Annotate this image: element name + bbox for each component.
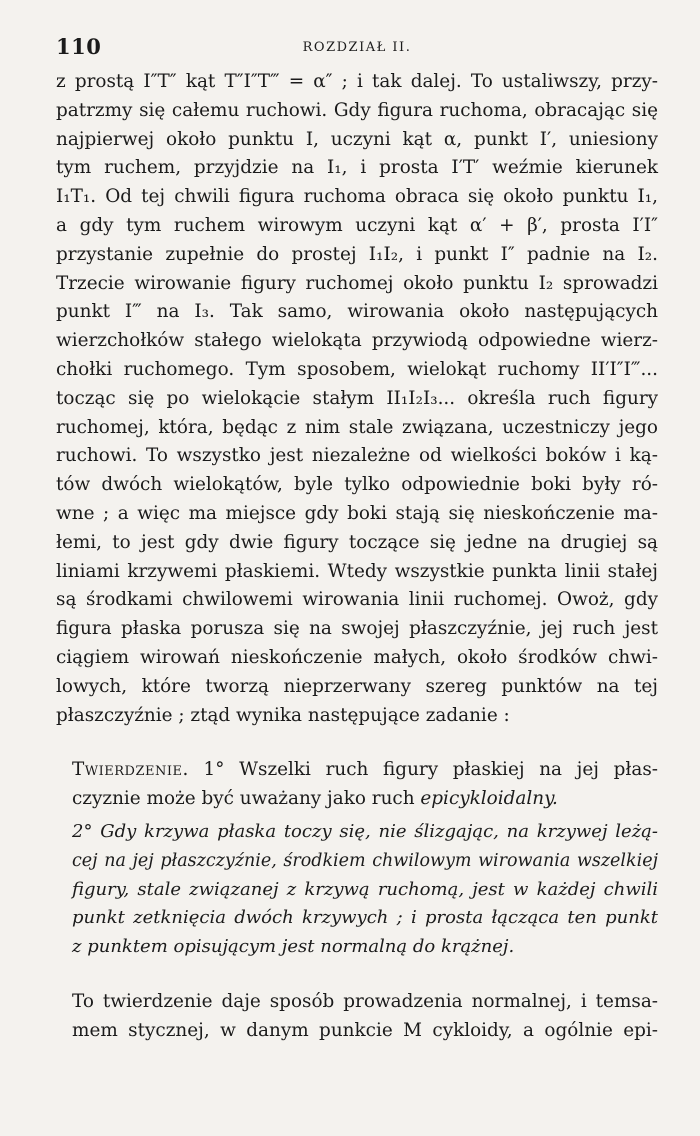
theorem-part2-paragraph xyxy=(56,818,658,962)
text-line: ruchomej, która, będąc z nim stale związana, uczestniczy jego xyxy=(56,416,658,438)
text-line: z prostą I″T″ kąt T″I″T‴ = α″ ; i tak dalej. To ustaliwszy, przy- xyxy=(56,71,658,92)
text-line: To twierdzenie daje sposób prowadzenia normalnej, i temsa- xyxy=(72,990,658,1012)
page-header xyxy=(56,32,658,66)
theorem-label: Twierdzenie. xyxy=(72,759,189,781)
text-line: punkt zetknięcia dwóch krzywych ; i prosta łącząca ten punkt xyxy=(72,907,658,929)
theorem-paragraph xyxy=(56,756,658,814)
text-line: są środkami chwilowemi wirowania linii ruchomej. Owoż, gdy xyxy=(56,589,658,611)
text-line: patrzmy się całemu ruchowi. Gdy figura ruchoma, obracając się xyxy=(56,99,658,121)
body-paragraph xyxy=(56,988,658,1046)
body-paragraph xyxy=(56,68,658,730)
text-line: a gdy tym ruchem wirowym uczyni kąt α′ + β′, prosta I′I″ xyxy=(56,214,658,236)
text-line: cej na jej płaszczyźnie, środkiem chwilowym wirowania wszelkiej xyxy=(72,850,658,871)
text-line: chołki ruchomego. Tym sposobem, wielokąt ruchomy II′I″I‴... xyxy=(56,358,658,380)
text-line: wierzchołków stałego wielokąta przywiodą odpowiedne wierz- xyxy=(56,330,658,352)
theorem-text: 1° Wszelki ruch figury płaskiej na jej płas- xyxy=(203,759,658,781)
text-line: I₁T₁. Od tej chwili figura ruchoma obraca się około punktu I₁, xyxy=(56,186,658,208)
text-line: tym ruchem, przyjdzie na I₁, i prosta I′T′ weźmie kierunek xyxy=(56,157,658,179)
text-line: ruchowi. To wszystko jest niezależne od wielkości boków i ką- xyxy=(56,445,658,467)
text-line: mem stycznej, w danym punkcie M cykloidy, a ogólnie epi- xyxy=(72,1019,658,1041)
text-line xyxy=(56,756,658,785)
text-line: 2° Gdy krzywa płaska toczy się, nie ślizgając, na krzywej leżą- xyxy=(72,820,658,842)
running-head: ROZDZIAŁ II. xyxy=(302,40,412,55)
text-line: najpierwej około punktu I, uczyni kąt α, punkt I′, uniesiony xyxy=(56,128,658,150)
text-line: łemi, to jest gdy dwie figury toczące się jedne na drugiej są xyxy=(56,531,658,553)
text-line: ciągiem wirowań nieskończenie małych, około środków chwi- xyxy=(56,646,658,668)
text-line: wne ; a więc ma miejsce gdy boki stają się nieskończenie ma- xyxy=(56,502,658,524)
text-line: z punktem opisującym jest normalną do krążnej. xyxy=(72,936,515,958)
text-line: Trzecie wirowanie figury ruchomej około punktu I₂ sprowadzi xyxy=(56,272,658,294)
text-line: figura płaska porusza się na swojej płaszczyźnie, jej ruch jest xyxy=(56,618,658,640)
text-line xyxy=(56,785,658,814)
text-line: tów dwóch wielokątów, byle tylko odpowiednie boki były ró- xyxy=(56,474,658,496)
text-line: figury, stale związanej z krzywą ruchomą, jest w każdej chwili xyxy=(72,878,658,900)
text-line: przystanie zupełnie do prostej I₁I₂, i punkt I″ padnie na I₂. xyxy=(56,243,658,265)
text-line: lowych, które tworzą nieprzerwany szereg punktów na tej xyxy=(56,675,658,697)
text-line: tocząc się po wielokącie stałym II₁I₂I₃... określa ruch figury xyxy=(56,387,658,409)
page-number: 110 xyxy=(56,34,102,59)
text-line: punkt I‴ na I₃. Tak samo, wirowania około następujących xyxy=(56,301,658,323)
text-line: płaszczyźnie ; ztąd wynika następujące zadanie : xyxy=(56,704,510,726)
theorem-emphasis: epicykloidalny. xyxy=(420,788,558,810)
text-line: liniami krzywemi płaskiemi. Wtedy wszystkie punkta linii stałej xyxy=(56,560,658,582)
theorem-text: czyznie może być uważany jako ruch xyxy=(72,788,421,810)
